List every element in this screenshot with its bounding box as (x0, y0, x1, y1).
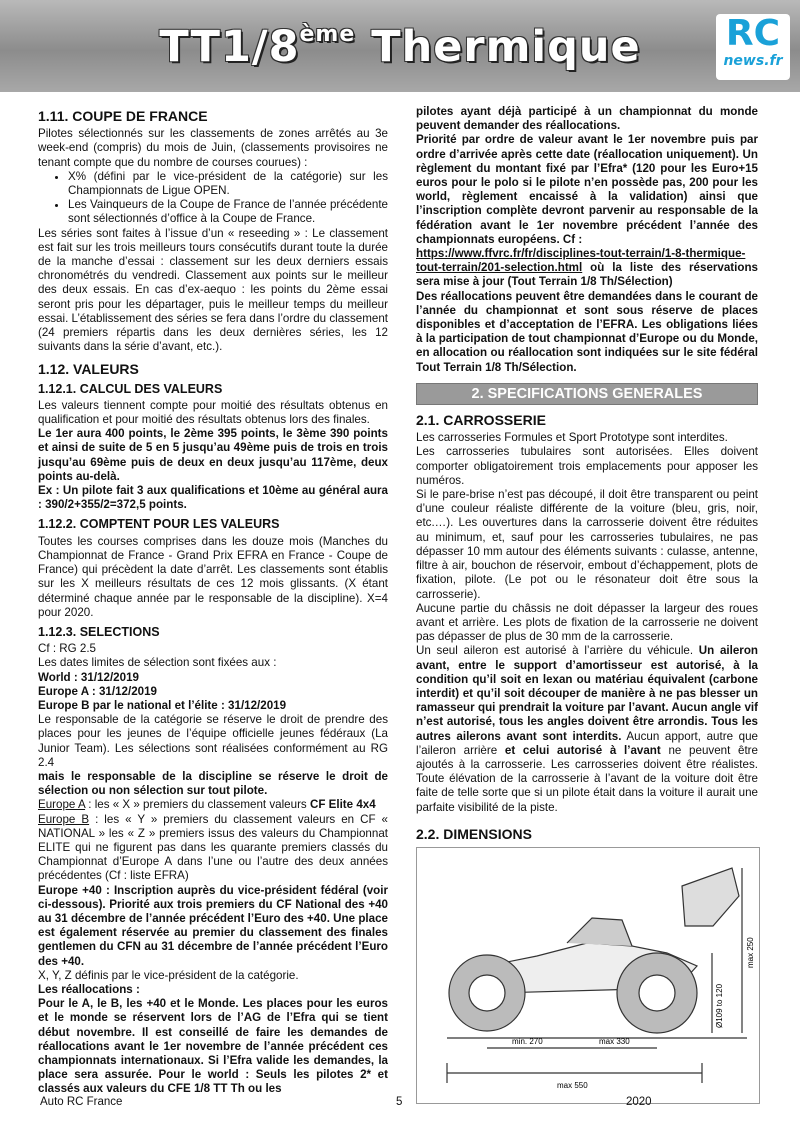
paragraph: X, Y, Z définis par le vice-président de la catégorie. (38, 968, 299, 982)
paragraph: Toutes les courses comprises dans les douze mois (Manches du Championnat de France - Grand Prix EFRA en France - Coupe de France) qui précèdent la date d’arrêt. Les classements sont établis sur les X meilleurs résultats de ces 12 mois glissants. (X étant déterminé chaque année par le responsable de la discipline). X=4 pour 2020. (38, 534, 388, 619)
paragraph-europe-40: Europe +40 : Inscription auprès du vice-président fédéral (voir ci-dessous). Priorité aux trois premiers du CF National des +40 au 31 décembre de l’année précédent l’Euro des +40. Une place est également réservée au premier du classement des finales gentlemen du CFN au 31 décembre de l’année précédent l’Euro des +40. (38, 883, 388, 968)
selection-link[interactable]: https://www.ffvrc.fr/fr/disciplines-tout-terrain/1-8-thermique-tout-terrain/201-selection.html (416, 247, 746, 275)
paragraph: Les séries sont faites à l’issue d’un « reseeding » : Le classement est fait sur les trois meilleurs tours consécutifs durant toute la durée de la manche d’essai : classement sur les deux derniers essais chronométrés du vendredi. Classement aux points sur le meilleur des deux essais. En cas d’ex-aequo : les points du 2ème essai seront pris pour les départager, puis le meilleur temps du meilleur essai. L’établissement des séries se fera dans l’ordre du classement (24 premiers répartis dans les deux dernières séries, les 12 suivants dans la série d’avant, etc.). (38, 226, 388, 354)
car-dimensions-diagram (416, 847, 760, 1104)
selection-list (38, 170, 388, 227)
dim-label: min. 270 (512, 1036, 543, 1046)
paragraph-europe-a: Europe A : les « X » premiers du classement valeurs CF Elite 4x4 (38, 798, 376, 812)
footer-page-number: 5 (396, 1096, 403, 1108)
date-europe-b: Europe B par le national et l’élite : 31/12/2019 (38, 698, 287, 712)
heading-reallocations: Les réallocations : (38, 982, 140, 996)
paragraph: Pilotes sélectionnés sur les classements de zones arrêtés au 3e week-end (compris) du mois de Juin, (classements provisoires ne tenant compte que du nombre de courses courues) : (38, 127, 388, 169)
paragraph: Des réallocations peuvent être demandées dans le courant de l’année du championnat et sont sous réserve de places disponibles et d’acceptation de l’EFRA. Les obligations liées à la participation de tout championnat d’Europe ou du Monde, en allocation ou réallocation sont indiquées sur le site fédéral Tout Terrain 1/8 Th/Sélection. (416, 289, 758, 374)
dim-label: max 250 (746, 937, 755, 968)
paragraph: pilotes ayant déjà participé à un championnat du monde peuvent demander des réallocations. (416, 105, 758, 133)
section-bar-specifications: 2. SPECIFICATIONS GENERALES (416, 383, 758, 405)
paragraph: Cf : RG 2.5 (38, 642, 96, 656)
heading-valeurs: 1.12. VALEURS (38, 361, 139, 378)
paragraph: Aucune partie du châssis ne doit dépasser la largeur des roues avant et arrière. Les plots de fixation de la carrosserie ne doivent pas dépasser de plus de 30 mm de la carrosserie. (416, 601, 758, 644)
left-column (38, 105, 388, 1097)
paragraph: Le responsable de la catégorie se réserve le droit de prendre des places pour les jeunes de l’équipe officielle jeunes fédéraux (La Junior Team). Les sélections sont réalisées conformément au RG 2.4 (38, 713, 388, 769)
heading-carrosserie: 2.1. CARROSSERIE (416, 412, 546, 429)
footer-left: Auto RC France (40, 1096, 123, 1108)
dim-label: max 550 (557, 1080, 588, 1090)
date-world: World : 31/12/2019 (38, 670, 139, 684)
paragraph: Si le pare-brise n’est pas découpé, il doit être transparent ou peint d’une couleur réaliste différente de la voiture (bleu, gris, noir, etc.…). Les ouvertures dans la carrosserie doivent être réduites au minimum, et, sauf pour les carrosseries tubulaires, ne pas dépasser 10 mm autour des éléments suivants : culasse, antenne, filtre à air, bouchon de réservoir, embout d’échappement, plots de fixation, pilote. (Le pot ou le résonateur doit être sous la carrosserie). (416, 488, 758, 601)
heading-calcul-valeurs: 1.12.1. CALCUL DES VALEURS (38, 381, 223, 396)
buggy-drawing (417, 848, 759, 1103)
header-banner (0, 0, 800, 92)
heading-coupe-de-france: 1.11. COUPE DE FRANCE (38, 108, 208, 124)
paragraph-reallocations: Pour le A, le B, les +40 et le Monde. Les places pour les euros et le monde se réservent lors de l’AG de l’Efra qui se tient début novembre. Il est conseillé de faire les demandes de réallocations avant le 1er novembre de l’année précédent ces championnats internationaux. Si l’Efra valide les demandes, la place sera assurée. Pour le world : Seuls les pilotes 2* et classés aux valeurs du CFE 1/8 TT Th ou les (38, 997, 388, 1096)
paragraph: Les carrosseries tubulaires sont autorisées. Elles doivent comporter obligatoirement trois emplacements pour apposer les numéros. (416, 445, 758, 487)
list-item: • Les Vainqueurs de la Coupe de France de l’année précédente sont sélectionnés d’office à la Coupe de France. (68, 198, 388, 226)
paragraph: mais le responsable de la discipline se réserve le droit de sélection ou non sélection sur tout pilote. (38, 769, 388, 798)
date-europe-a: Europe A : 31/12/2019 (38, 684, 157, 698)
paragraph: Priorité par ordre de valeur avant le 1er novembre puis par ordre d’arrivée après cette date (réallocation uniquement). Un règlement du montant fixé par l’Efra* (120 pour les Euro+15 euros pour le polo si le pilote n’en possède pas, 200 pour les world, règlement encaissé à la validation) ainsi que l’inscription complète devront parvenir au responsable de la fédération avant le 1er novembre précédent l’année des championnats européens. Cf : https://www.ffvrc.fr/fr/disciplines-tout-terrain/1-8-thermique-tout-terrain/201-selection.html où la liste des réservations sera mise à jour (Tout Terrain 1/8 Th/Sélection) (416, 133, 758, 289)
heading-dimensions: 2.2. DIMENSIONS (416, 825, 532, 842)
footer-year: 2020 (626, 1096, 652, 1108)
dim-label: Ø109 to 120 (715, 983, 724, 1028)
paragraph: Les carrosseries Formules et Sport Prototype sont interdites. (416, 431, 728, 445)
paragraph-example: Ex : Un pilote fait 3 aux qualifications et 10ème au général aura : 390/2+355/2=372,5 points. (38, 484, 388, 512)
page-title: TT1/8ème Thermique (159, 22, 641, 72)
paragraph: Les valeurs tiennent compte pour moitié des résultats obtenus en qualification et pour moitié des résultats obtenus lors des finales. (38, 398, 388, 427)
rc-news-logo: RC news.fr (716, 14, 790, 80)
dim-label: max 330 (599, 1036, 630, 1046)
paragraph-europe-b: Europe B : les « Y » premiers du classement valeurs en CF « NATIONAL » les « Z » premiers issus des valeurs du Championnat ELITE qui ne figurent pas dans les quarante premiers classés du Championnat d’Europe A dans l’une ou l’autre des deux années précédentes (Cf : liste EFRA) (38, 812, 388, 883)
heading-comptent: 1.12.2. COMPTENT POUR LES VALEURS (38, 517, 280, 532)
paragraph: Les dates limites de sélection sont fixées aux : (38, 656, 277, 670)
paragraph-points: Le 1er aura 400 points, le 2ème 395 points, le 3ème 390 points et ainsi de suite de 5 en 5 jusqu’au 49ème puis de trois en trois jusqu’au 69ème puis de deux en deux jusqu’au 117ème, deux points au-delà. (38, 427, 388, 483)
paragraph-aileron: Un seul aileron est autorisé à l’arrière du véhicule. Un aileron avant, entre le support d’amortisseur est autorisé, à la condition qu’il soit en lexan ou matériau équivalent (carbone interdit) et qu’il soit découper de manière à ne pas blesser un ramasseur qui prendrait la voiture par l’avant. Aucun angle vif n’est autorisé, tous les angles doivent être arrondis. Tous les autres ailerons avant sont interdits. Aucun apport, autre que l’aileron arrière et celui autorisé à l’avant ne peuvent être ajoutés à la carrosserie. Les carrosseries doivent être réalistes. Toute élévation de la carrosserie à l’avant de la voiture doit être faite de telle sorte que si un pilote était dans la voiture il aurait une parfaite visibilité de la piste. (416, 644, 758, 814)
list-item: • X% (défini par le vice-président de la catégorie) sur les Championnats de Ligue OPEN. (68, 170, 388, 198)
heading-selections: 1.12.3. SELECTIONS (38, 624, 160, 639)
right-column (416, 105, 758, 1104)
